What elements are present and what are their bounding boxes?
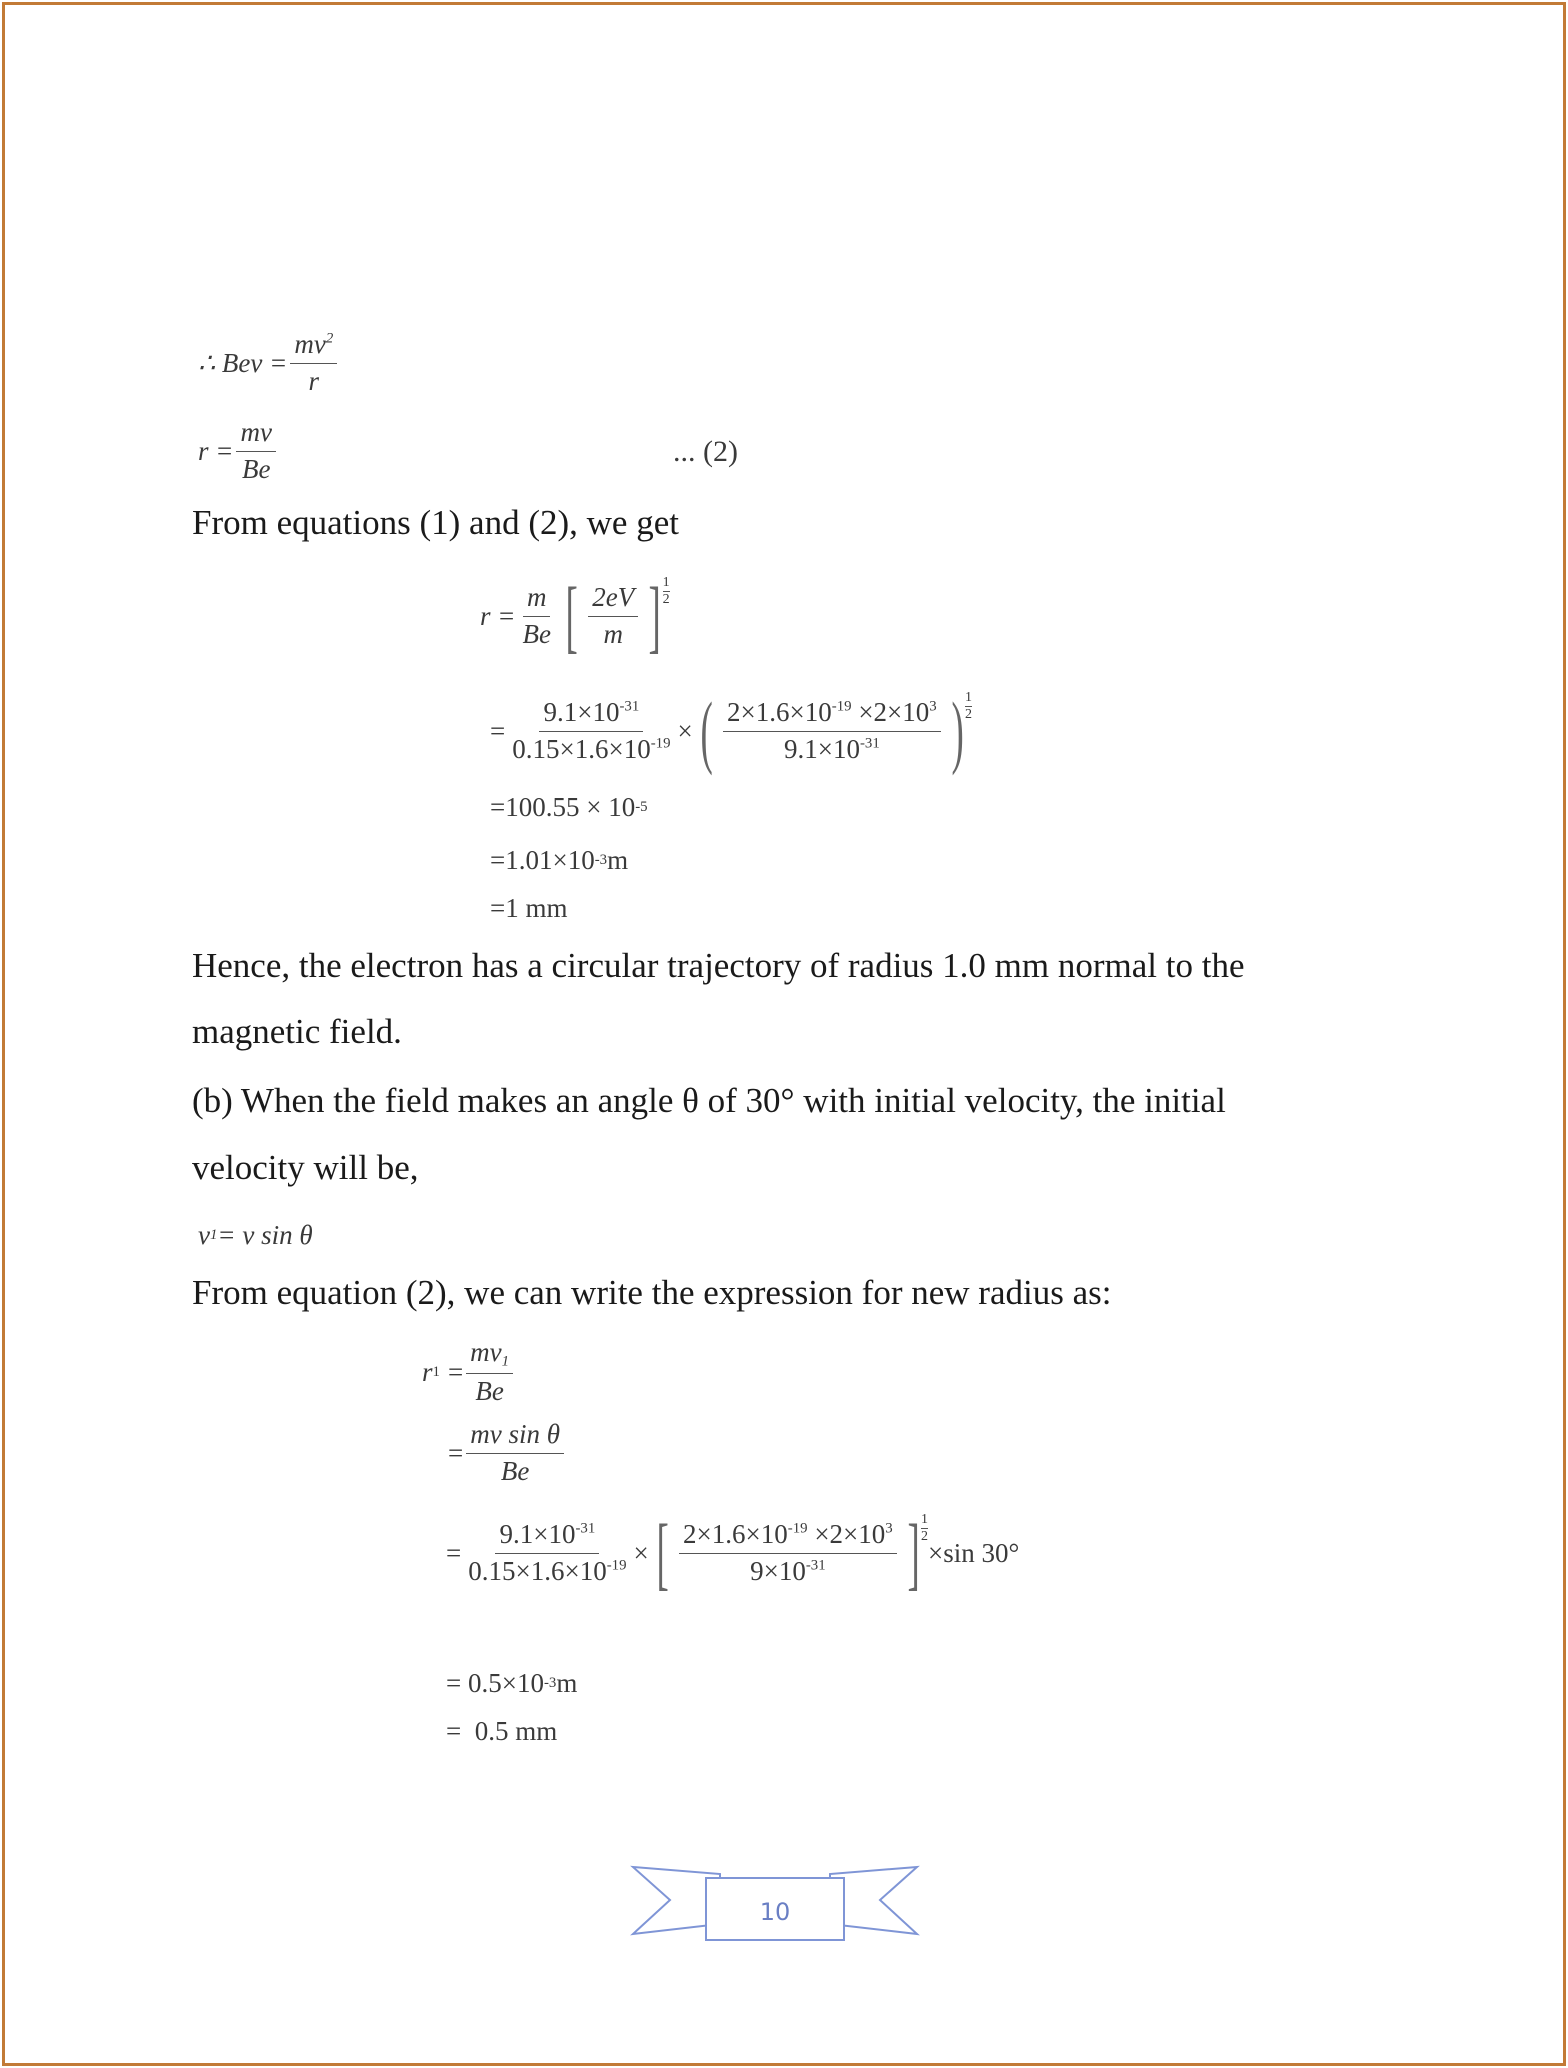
- paragraph: velocity will be,: [192, 1148, 419, 1187]
- times: ×: [677, 715, 693, 746]
- exponent-half: [663, 575, 670, 608]
- fraction: [466, 1338, 513, 1406]
- numerator: mv: [294, 329, 326, 359]
- denominator: r: [308, 365, 320, 396]
- denominator: Be: [500, 1455, 530, 1486]
- exponent-half: [965, 690, 972, 723]
- numerator: mv sin θ: [466, 1420, 564, 1454]
- right-bracket: ]: [648, 570, 662, 661]
- exp-den: 2: [921, 1529, 929, 1544]
- page-number: 10: [759, 1898, 791, 1926]
- subscript: 1: [209, 1227, 218, 1243]
- eq-lhs: v: [198, 1220, 210, 1250]
- paragraph: Hence, the electron has a circular trajectory of radius 1.0 mm normal to the: [192, 946, 1245, 985]
- denominator: m: [603, 618, 624, 649]
- right-bracket: ]: [907, 1507, 920, 1598]
- right-paren: ): [951, 685, 964, 776]
- eq-lhs: r: [422, 1356, 433, 1387]
- fraction: [466, 1420, 564, 1486]
- exp-den: 2: [965, 707, 973, 722]
- numerator: mv: [470, 1337, 502, 1367]
- numerator: ×2×10: [851, 696, 930, 727]
- exp-den: 2: [662, 592, 670, 607]
- numerator: ×2×10: [807, 1518, 886, 1549]
- exponent-half: [921, 1512, 928, 1545]
- exponent: 3: [885, 1520, 893, 1537]
- exp-num: 1: [921, 1512, 929, 1527]
- exp-num: 1: [662, 575, 670, 590]
- denominator: Be: [522, 618, 551, 649]
- equation-calculation-6: [446, 1668, 577, 1699]
- numerator: 9.1×10: [543, 696, 620, 727]
- paragraph: From equation (2), we can write the expression for new radius as:: [192, 1273, 1112, 1312]
- paragraph: (b) When the field makes an angle θ of 30° with initial velocity, the initial: [192, 1081, 1226, 1120]
- unit: m: [556, 1668, 578, 1698]
- eq-rhs: = v sin θ: [217, 1220, 313, 1250]
- exponent: 2: [325, 330, 334, 347]
- exponent: -19: [831, 698, 852, 715]
- left-bracket: [: [656, 1507, 669, 1598]
- exponent: -31: [619, 698, 640, 715]
- exponent: -19: [650, 735, 671, 752]
- exponent: -3: [543, 1675, 557, 1691]
- equation-r-substituted: [480, 570, 670, 661]
- equation-tag: ... (2): [673, 435, 738, 468]
- left-bracket: [: [565, 570, 578, 661]
- fraction: [290, 330, 337, 396]
- equation-v1: [198, 1220, 313, 1251]
- exponent: -5: [635, 799, 648, 815]
- eq-text: =1.01×10: [490, 845, 595, 875]
- numerator: mv: [236, 418, 275, 452]
- times: ×: [633, 1537, 649, 1568]
- subscript: 1: [501, 1353, 510, 1370]
- eq-lhs: r =: [480, 600, 516, 631]
- fraction: [508, 698, 674, 764]
- fraction: [518, 583, 554, 649]
- denominator: Be: [475, 1375, 504, 1406]
- eq-text: =100.55 × 10: [490, 792, 636, 822]
- exponent: -31: [805, 1557, 826, 1574]
- denominator: 9.1×10: [783, 733, 860, 764]
- unit: m: [607, 845, 629, 875]
- equation-calculation-2: [490, 792, 648, 823]
- numerator: m: [523, 583, 551, 617]
- denominator: Be: [241, 453, 271, 484]
- eq-text: = 0.5×10: [446, 1668, 544, 1698]
- paragraph: magnetic field.: [192, 1012, 402, 1051]
- equals: =: [447, 1356, 464, 1387]
- equals: =: [446, 1537, 462, 1568]
- equation-r1-expanded: [448, 1420, 567, 1486]
- exp-num: 1: [965, 690, 973, 705]
- equals: =: [448, 1437, 464, 1468]
- equation-r1: [422, 1338, 516, 1406]
- exponent: -31: [575, 1520, 596, 1537]
- denominator: 9×10: [750, 1555, 806, 1586]
- equation-calculation-1: [490, 685, 973, 776]
- fraction: [679, 1520, 897, 1586]
- denominator: 0.15×1.6×10: [512, 733, 651, 764]
- left-paren: (: [700, 685, 713, 776]
- equation-calculation-5: [446, 1507, 1020, 1598]
- fraction: [464, 1520, 630, 1586]
- eq-lhs: r =: [198, 435, 234, 466]
- equation-r: [198, 418, 279, 484]
- equation-calculation-3: [490, 845, 628, 876]
- denominator: 0.15×1.6×10: [468, 1555, 607, 1586]
- equation-calculation-4: =1 mm: [490, 893, 568, 923]
- equals: =: [490, 715, 506, 746]
- exponent: -3: [594, 852, 608, 868]
- numerator: 2×1.6×10: [683, 1518, 788, 1549]
- exponent: -31: [859, 735, 880, 752]
- equation-bev: [198, 330, 340, 396]
- numerator: 2×1.6×10: [727, 696, 832, 727]
- equation-calculation-7: = 0.5 mm: [446, 1716, 558, 1746]
- exponent: -19: [606, 1557, 627, 1574]
- numerator: 9.1×10: [499, 1518, 576, 1549]
- exponent: -19: [787, 1520, 808, 1537]
- subscript: 1: [432, 1363, 440, 1380]
- paragraph: From equations (1) and (2), we get: [192, 503, 679, 542]
- fraction: [236, 418, 275, 484]
- fraction: [723, 698, 941, 764]
- exponent: 3: [929, 698, 937, 715]
- numerator: 2eV: [588, 583, 638, 617]
- eq-lhs: ∴ Bev =: [198, 347, 288, 378]
- fraction: [588, 583, 638, 649]
- sin-factor: ×sin 30°: [928, 1537, 1020, 1568]
